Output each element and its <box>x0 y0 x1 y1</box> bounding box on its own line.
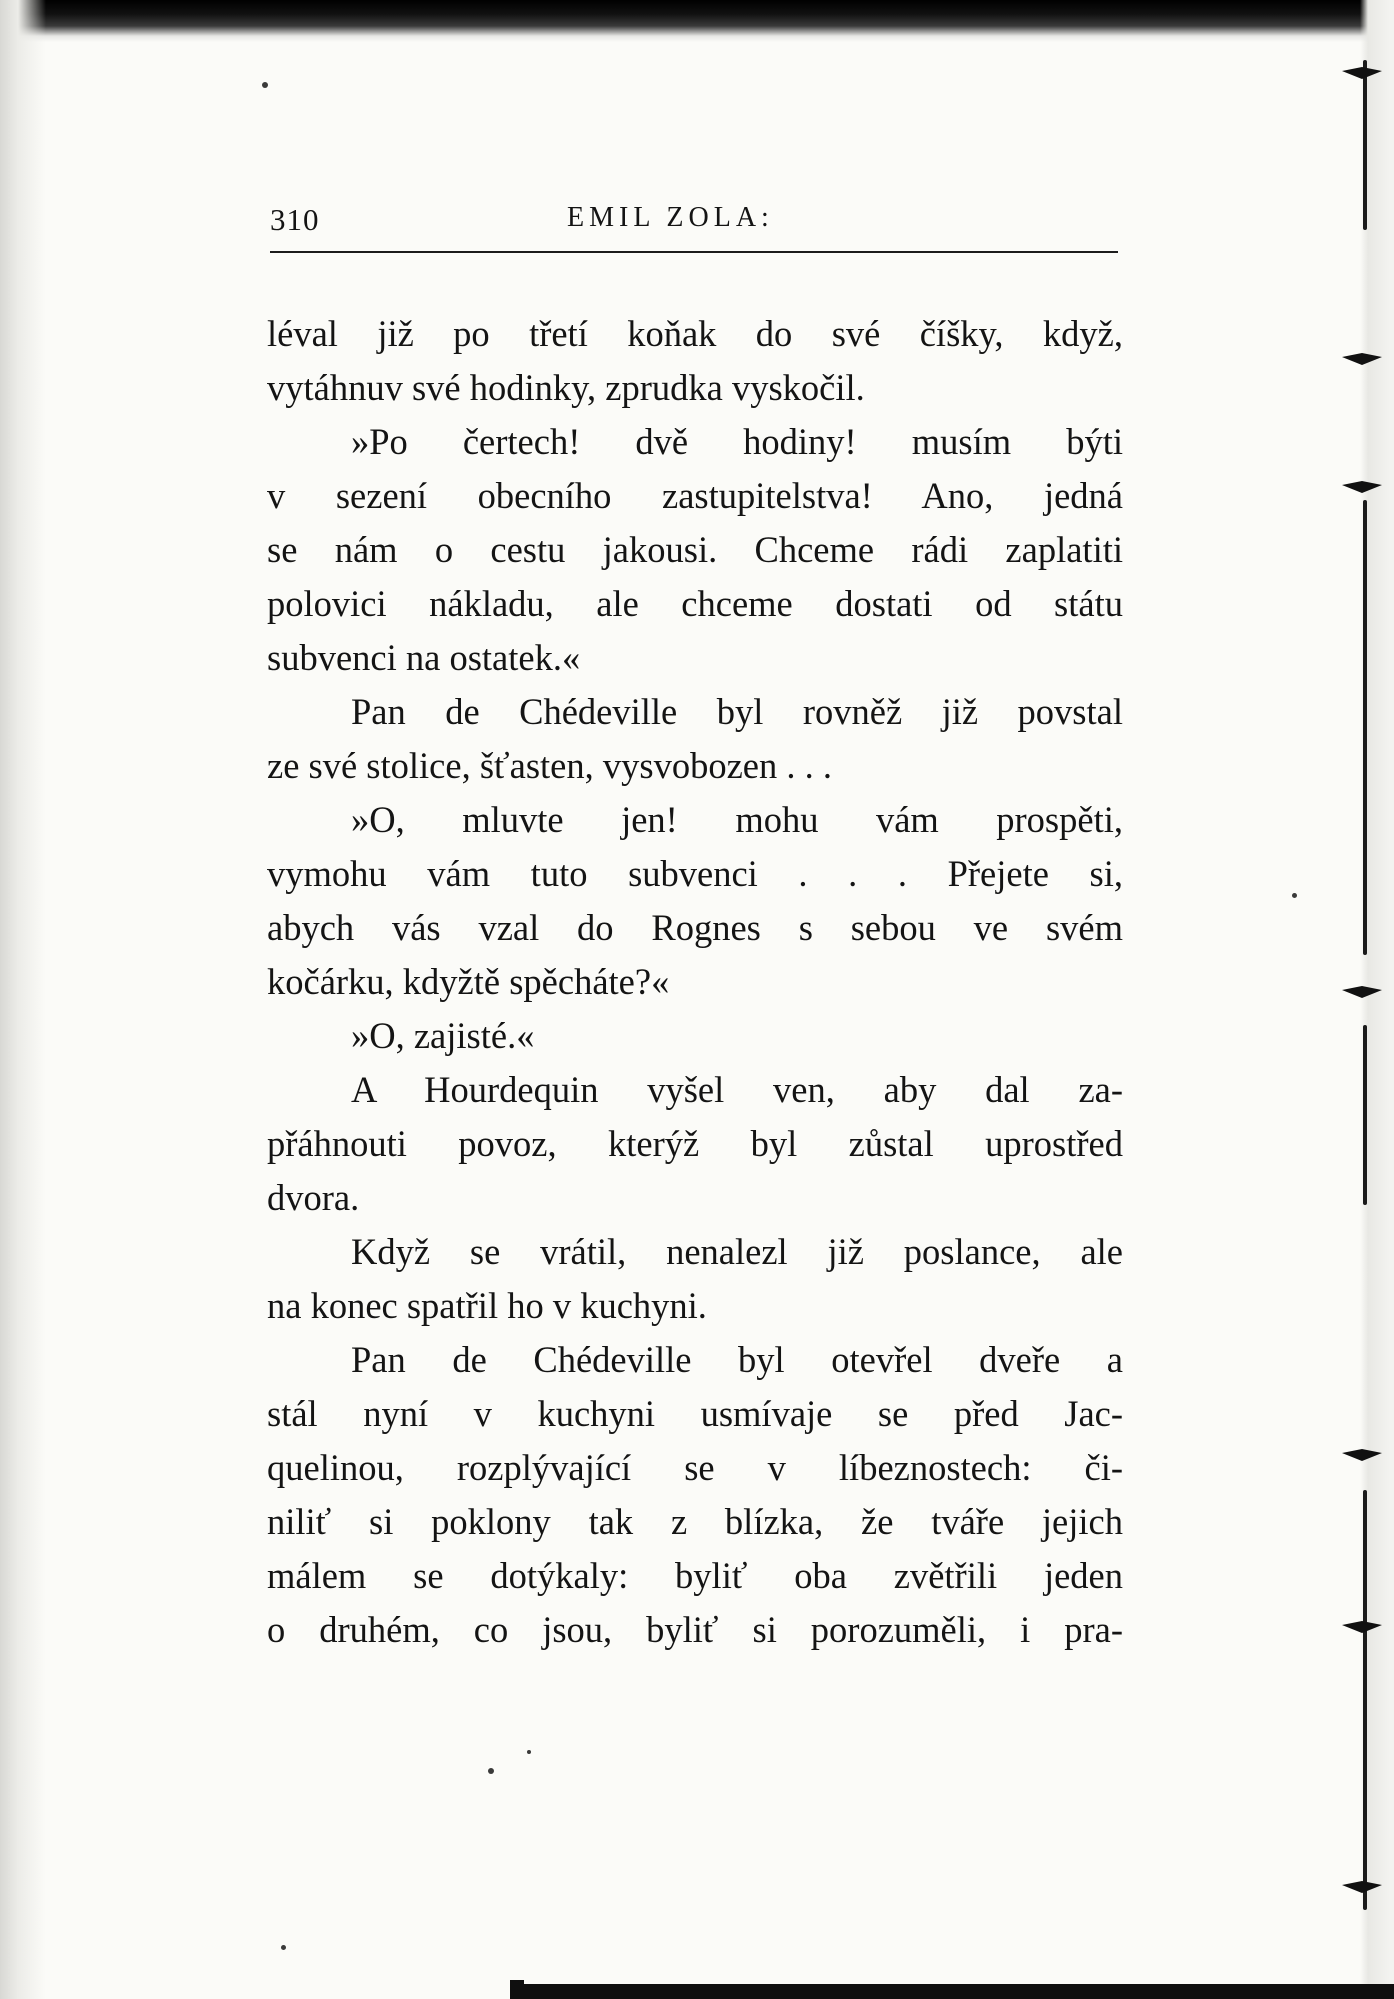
page-header <box>270 202 1120 244</box>
binding-stitch-mark <box>1342 1448 1382 1462</box>
text-line: o druhém, co jsou, byliť si porozuměli, i pra- <box>267 1609 1123 1650</box>
binding-stitch-mark <box>1342 352 1382 366</box>
text-line: v sezení obecního zastupitelstva! Ano, jedná <box>267 475 1123 516</box>
text-line: »O, zajisté.« <box>351 1015 535 1056</box>
binding-edge-line <box>1363 500 1367 955</box>
scan-left-shadow <box>0 0 46 1999</box>
text-line: »O, mluvte jen! mohu vám prospěti, <box>351 799 1123 840</box>
text-line: vytáhnuv své hodinky, zprudka vyskočil. <box>267 367 865 408</box>
binding-stitch-mark <box>1342 480 1382 494</box>
text-line: Pan de Chédeville byl otevřel dveře a <box>351 1339 1123 1380</box>
text-line: na konec spatřil ho v kuchyni. <box>267 1285 707 1326</box>
binding-edge-line <box>1363 1025 1367 1205</box>
scan-top-shadow <box>0 0 1394 42</box>
scan-speck <box>488 1768 494 1774</box>
text-line: se nám o cestu jakousi. Chceme rádi zaplatiti <box>267 529 1123 570</box>
text-line: dvora. <box>267 1177 360 1218</box>
text-line: quelinou, rozplývající se v líbeznostech: či- <box>267 1447 1123 1488</box>
binding-edge-line <box>1363 1490 1367 1910</box>
text-line: A Hourdequin vyšel ven, aby dal za- <box>351 1069 1123 1110</box>
text-line: přáhnouti povoz, kterýž byl zůstal uprostřed <box>267 1123 1123 1164</box>
text-line: polovici nákladu, ale chceme dostati od státu <box>267 583 1123 624</box>
text-line: stál nyní v kuchyni usmívaje se před Jac- <box>267 1393 1123 1434</box>
scan-speck <box>281 1945 286 1950</box>
binding-stitch-mark <box>1342 985 1382 999</box>
scan-speck <box>1292 893 1297 898</box>
text-line: kočárku, kdyžtě spěcháte?« <box>267 961 670 1002</box>
text-line: ze své stolice, šťasten, vysvobozen . . . <box>267 745 832 786</box>
binding-stitch-mark <box>1342 1880 1382 1894</box>
text-line: abych vás vzal do Rognes s sebou ve svém <box>267 907 1123 948</box>
binding-stitch-mark <box>1342 1620 1382 1634</box>
scan-speck <box>527 1750 531 1754</box>
text-line: vymohu vám tuto subvenci . . . Přejete si, <box>267 853 1123 894</box>
running-head: EMIL ZOLA: <box>567 202 774 233</box>
page-number: 310 <box>270 202 320 237</box>
scan-bottom-edge <box>520 1984 1394 1999</box>
binding-stitch-mark <box>1342 66 1382 80</box>
scan-speck <box>262 82 268 88</box>
text-line: Pan de Chédeville byl rovněž již povstal <box>351 691 1123 732</box>
header-rule <box>270 251 1118 253</box>
text-line: subvenci na ostatek.« <box>267 637 581 678</box>
text-line: »Po čertech! dvě hodiny! musím býti <box>351 421 1123 462</box>
text-body <box>267 307 1123 1657</box>
text-line: niliť si poklony tak z blízka, že tváře jejich <box>267 1501 1123 1542</box>
text-line: málem se dotýkaly: byliť oba zvětřili jeden <box>267 1555 1123 1596</box>
binding-edge-line <box>1363 60 1367 230</box>
text-line: Když se vrátil, nenalezl již poslance, ale <box>351 1231 1123 1272</box>
text-line: léval již po třetí koňak do své číšky, když, <box>267 313 1123 354</box>
